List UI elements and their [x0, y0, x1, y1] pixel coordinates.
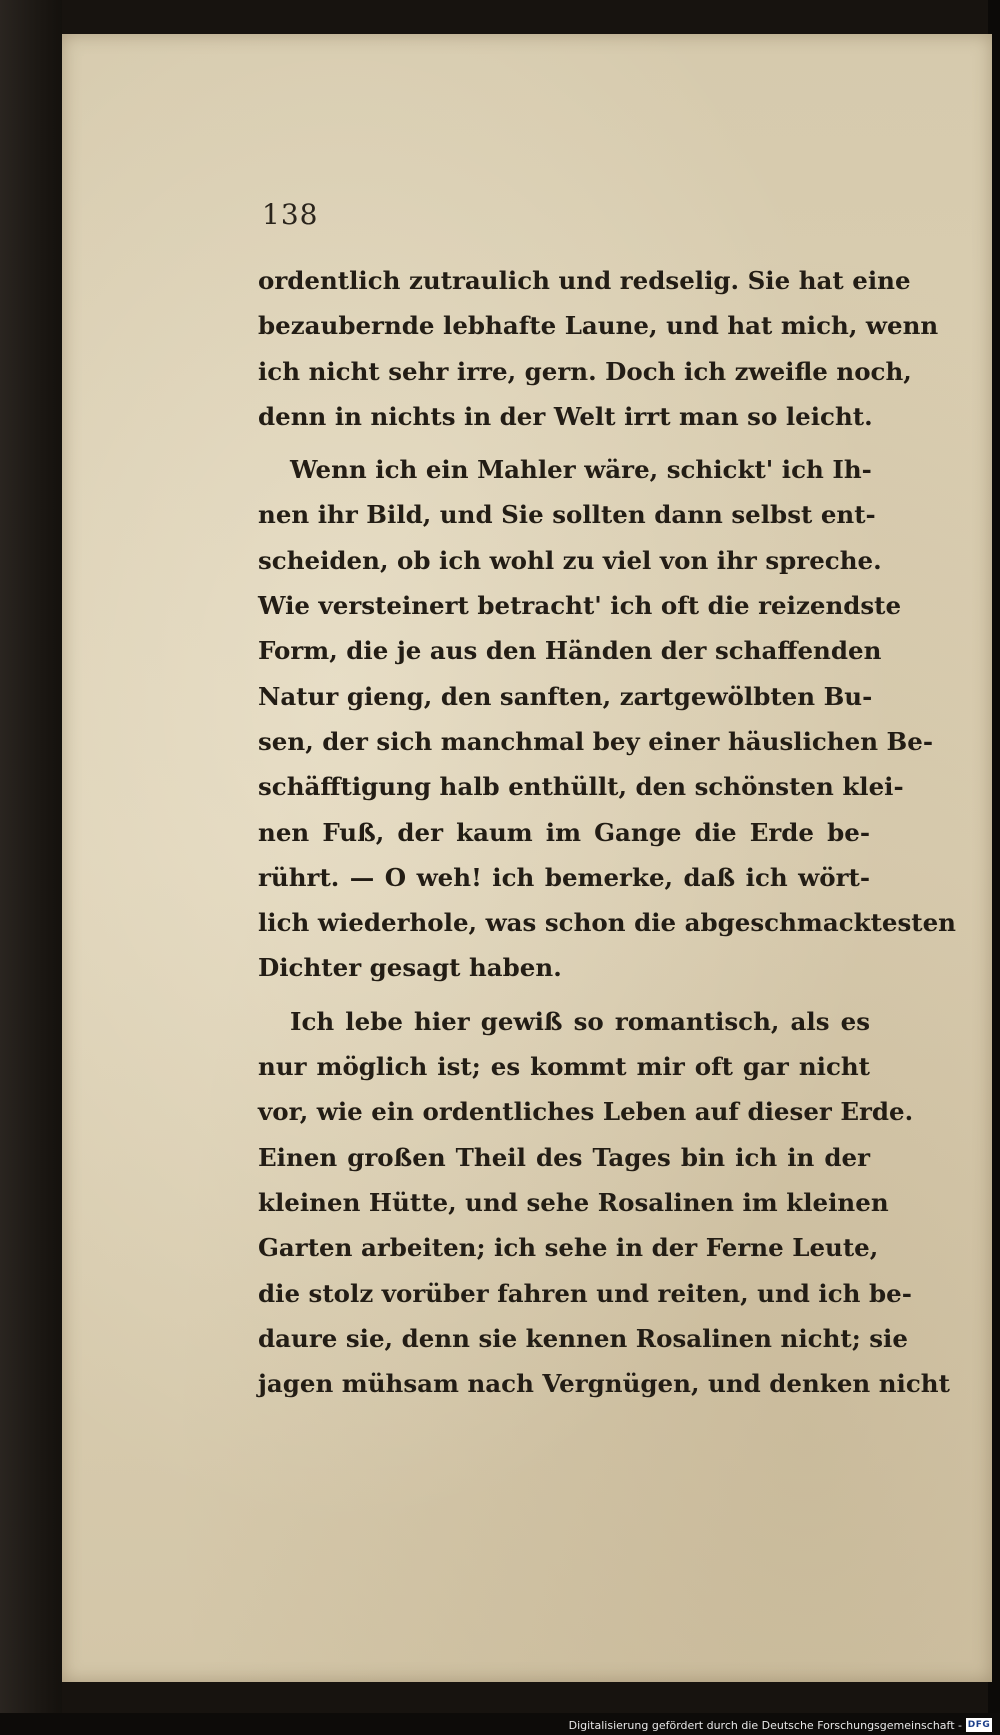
text-line: Wenn ich ein Mahler wäre, schickt' ich Ih- [290, 455, 872, 485]
text-line: Ich lebe hier gewiß so romantisch, als es [290, 1006, 870, 1036]
text-line: ich nicht sehr irre, gern. Doch ich zweifle noch, [258, 356, 912, 386]
text-line: nen ihr Bild, und Sie sollten dann selbst ent- [258, 500, 876, 530]
text-line: die stolz vorüber fahren und reiten, und ich be- [258, 1278, 912, 1308]
text-line: daure sie, denn sie kennen Rosalinen nicht; sie [258, 1323, 908, 1353]
text-line: denn in nichts in der Welt irrt man so leicht. [258, 401, 873, 431]
text-line: Form, die je aus den Händen der schaffenden [258, 636, 882, 666]
text-line: ordentlich zutraulich und redselig. Sie hat eine [258, 266, 911, 295]
text-line: sen, der sich manchmal bey einer häuslichen Be- [258, 726, 933, 756]
text-line: nen Fuß, der kaum im Gange die Erde be- [258, 817, 870, 847]
text-line: lich wiederhole, was schon die abgeschmacktesten [258, 908, 956, 938]
footer-bar [0, 1713, 1000, 1735]
text-line: schäfftigung halb enthüllt, den schönsten klei- [258, 772, 904, 802]
text-line: Einen großen Theil des Tages bin ich in der [258, 1142, 870, 1172]
page-text-block [258, 258, 956, 1406]
paragraph-gap [258, 439, 870, 447]
text-line: scheiden, ob ich wohl zu viel von ihr spreche. [258, 545, 882, 575]
text-line: nur möglich ist; es kommt mir oft gar nicht [258, 1052, 870, 1082]
text-line: bezaubernde lebhafte Laune, und hat mich, wenn [258, 311, 939, 341]
text-line: Natur gieng, den sanften, zartgewölbten Bu- [258, 681, 873, 711]
text-line: Dichter gesagt haben. [258, 953, 562, 983]
text-line: rührt. — O weh! ich bemerke, daß ich wört- [258, 862, 870, 892]
text-line: Wie versteinert betracht' ich oft die reizendste [258, 591, 902, 621]
text-line: jagen mühsam nach Vergnügen, und denken nicht [258, 1369, 950, 1399]
paragraph-gap [258, 991, 870, 999]
footer-credit: Digitalisierung gefördert durch die Deutsche Forschungsgemeinschaft - [568, 1719, 962, 1732]
scan-left-edge [0, 0, 62, 1735]
text-line: vor, wie ein ordentliches Leben auf dieser Erde. [258, 1097, 914, 1127]
dfg-logo-icon: DFG [967, 1720, 991, 1730]
text-line: kleinen Hütte, und sehe Rosalinen im kleinen [258, 1187, 889, 1217]
page-number: 138 [262, 198, 319, 231]
text-line: Garten arbeiten; ich sehe in der Ferne Leute, [258, 1233, 879, 1263]
